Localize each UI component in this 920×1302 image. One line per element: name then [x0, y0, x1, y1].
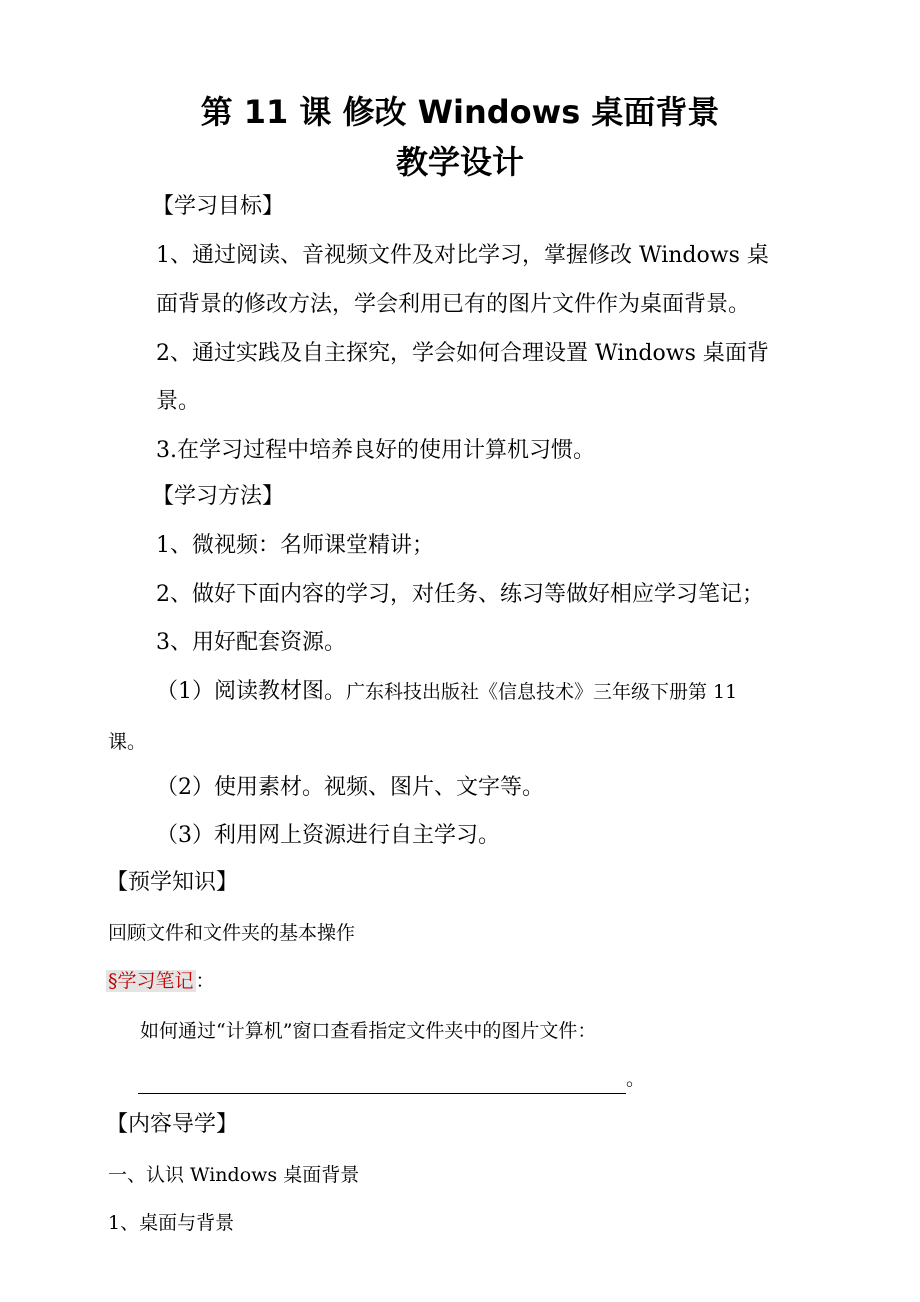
method-3-sub-1-wrap: 课。 — [108, 731, 147, 753]
answer-blank[interactable] — [138, 1071, 626, 1094]
answer-end-mark: 。 — [626, 1068, 646, 1090]
notes-answer-line — [138, 1064, 645, 1094]
method-3-sub-1-rest: 广东科技出版社《信息技术》三年级下册第 11 — [346, 681, 738, 703]
objective-3: 3.在学习过程中培养良好的使用计算机习惯。 — [156, 438, 595, 463]
objective-1-line-2: 面背景的修改方法，学会利用已有的图片文件作为桌面背景。 — [156, 292, 751, 317]
study-notes-colon: ： — [195, 970, 215, 992]
objective-2-line-2: 景。 — [156, 389, 201, 414]
method-3-sub-1 — [156, 677, 737, 707]
objectives-heading: 【学习目标】 — [152, 194, 285, 219]
method-1: 1、微视频：名师课堂精讲； — [156, 533, 434, 558]
content-heading: 【内容导学】 — [106, 1112, 239, 1137]
method-3-sub-3: （3）利用网上资源进行自主学习。 — [156, 823, 500, 848]
method-2: 2、做好下面内容的学习，对任务、练习等做好相应学习笔记； — [156, 582, 764, 607]
method-3-sub-1-lead: （1）阅读教材图。 — [156, 679, 346, 704]
preview-text: 回顾文件和文件夹的基本操作 — [108, 922, 356, 944]
preview-heading: 【预学知识】 — [106, 870, 239, 895]
study-notes — [106, 966, 215, 996]
lesson-title: 第 11 课 修改 Windows 桌面背景 — [200, 93, 720, 131]
content-section-1: 一、认识 Windows 桌面背景 — [108, 1164, 360, 1186]
method-3: 3、用好配套资源。 — [156, 630, 346, 655]
method-3-sub-2: （2）使用素材。视频、图片、文字等。 — [156, 775, 544, 800]
lesson-subtitle: 教学设计 — [395, 143, 524, 181]
objective-2-line-1: 2、通过实践及自主探究，学会如何合理设置 Windows 桌面背 — [156, 341, 769, 366]
study-notes-tag: §学习笔记 — [108, 970, 194, 992]
notes-question: 如何通过“计算机”窗口查看指定文件夹中的图片文件： — [140, 1020, 597, 1042]
methods-heading: 【学习方法】 — [152, 484, 285, 509]
content-subsection-1: 1、桌面与背景 — [108, 1212, 235, 1234]
objective-1-line-1: 1、通过阅读、音视频文件及对比学习，掌握修改 Windows 桌 — [156, 243, 769, 268]
